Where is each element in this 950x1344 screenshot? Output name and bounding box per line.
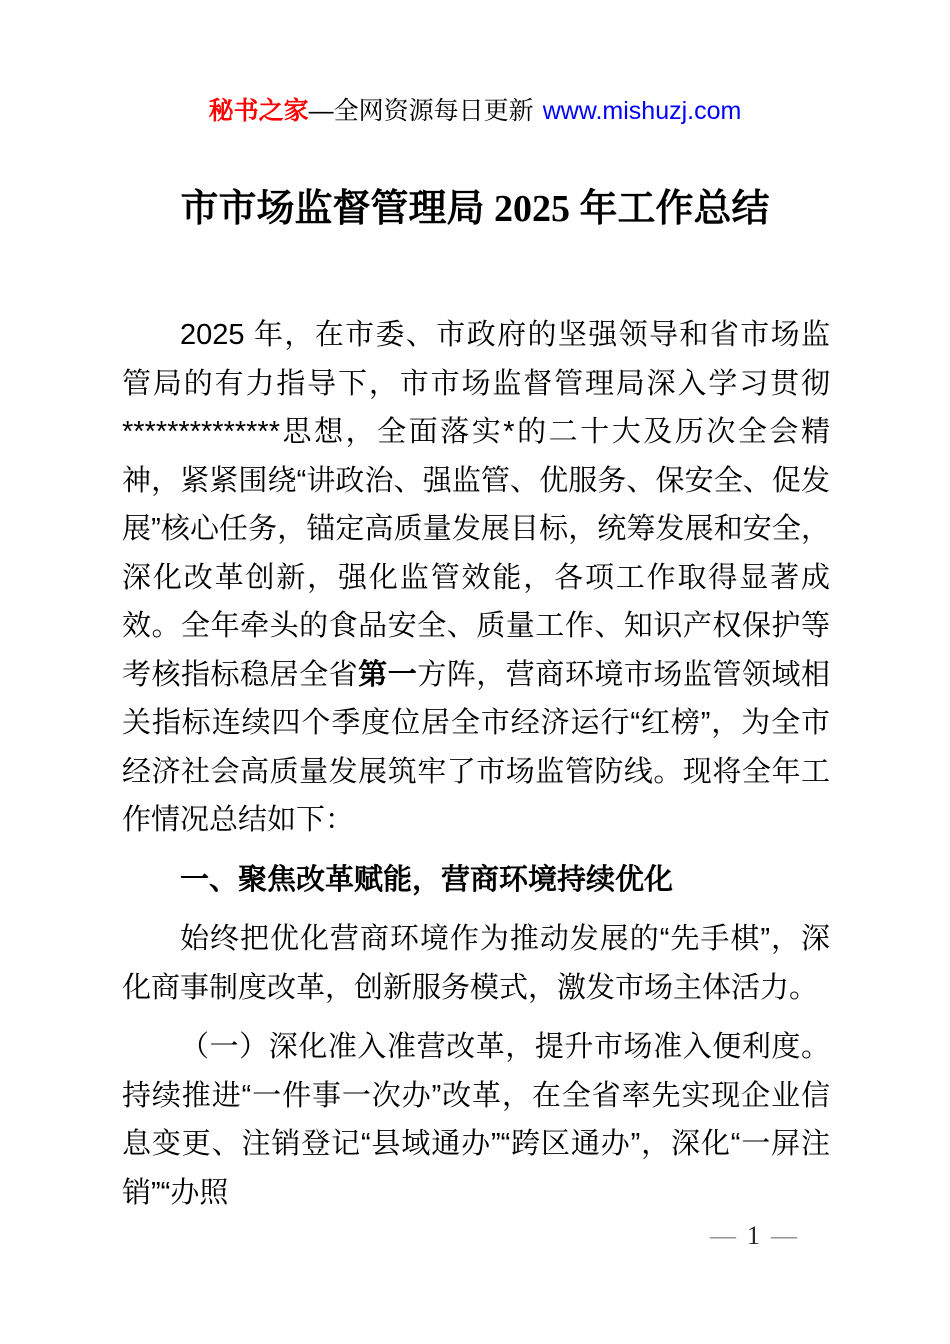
site-url-link[interactable]: www.mishuzj.com <box>542 97 742 125</box>
text-segment: 2025 年，在市委、市政府的坚强领导和省市场监管局的有力指导下，市市场监督管理局深入学习贯彻**************思想，全面落实*的二十大及历次全会精神，紧紧围绕“讲政治、强监管、优服务、保安全、促发展”核心任务，锚定高质量发展目标，统筹发展和安全，深化改革创新，强化监管效能，各项工作取得显著成效。全年牵头的食品安全、质量工作、知识产权保护等考核指标稳居全省 <box>122 319 830 691</box>
text-segment: 始终把优化营商环境作为推动发展的“先手棋”，深化商事制度改革，创新服务模式，激发市场主体活力。 <box>122 923 830 1004</box>
page-number-dash-right: — <box>771 1221 797 1250</box>
page-number-value: 1 <box>747 1221 760 1250</box>
text-segment: 方阵，营商环境市场监管领域相关指标连续四个季度位居全市经济运行“红榜”，为全市经济社会高质量发展筑牢了市场监管防线。现将全年工作情况总结如下： <box>122 658 830 836</box>
page-number <box>710 1220 797 1252</box>
page-number-dash-left: — <box>710 1221 736 1250</box>
bold-text-segment: 一、聚焦改革赋能，营商环境持续优化 <box>180 863 674 896</box>
site-tagline: —全网资源每日更新 <box>308 97 534 125</box>
site-brand: 秘书之家 <box>208 98 309 125</box>
body-paragraph <box>122 1023 830 1217</box>
document-title: 市市场监督管理局 2025 年工作总结 <box>180 188 770 230</box>
body-paragraph <box>122 311 830 845</box>
site-header <box>0 94 950 129</box>
bold-text-segment: 第一 <box>358 658 418 691</box>
document-body <box>122 311 830 1217</box>
text-segment: （一）深化准入准营改革，提升市场准入便利度。持续推进“一件事一次办”改革，在全省率先实现企业信息变更、注销登记“县域通办”“跨区通办”，深化“一屏注销”“办照 <box>122 1031 830 1209</box>
section-heading <box>122 856 830 905</box>
body-paragraph <box>122 915 830 1012</box>
